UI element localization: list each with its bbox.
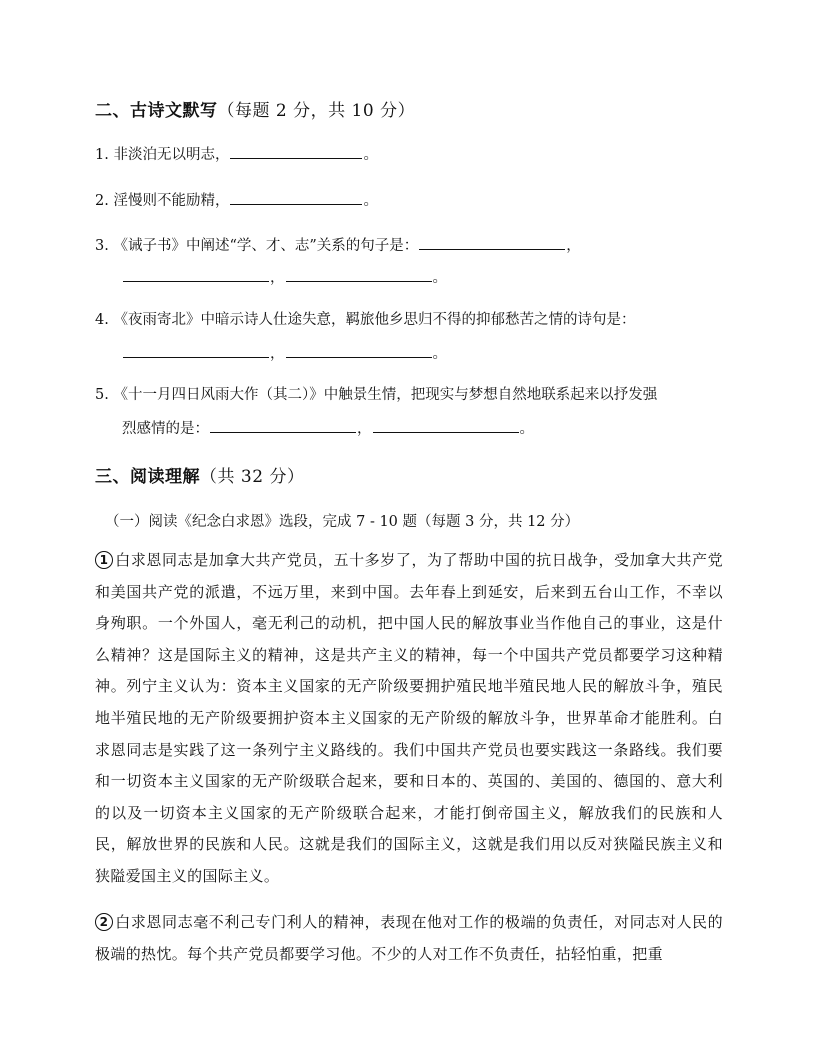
passage-paragraph-1 bbox=[95, 545, 723, 893]
section-score: （每题 2 分，共 10 分） bbox=[217, 101, 416, 121]
answer-blank[interactable] bbox=[210, 418, 356, 433]
question-2: 2. 淫慢则不能励精， 。 bbox=[95, 190, 378, 211]
question-3-continued: ， 。 bbox=[122, 267, 447, 288]
question-text: 5. 《十一月四日风雨大作（其二）》中触景生情，把现实与梦想自然地联系起来以抒发强 bbox=[95, 387, 658, 403]
passage-paragraph-2 bbox=[95, 907, 723, 970]
section-score: （共 32 分） bbox=[200, 467, 305, 487]
question-5-continued: 烈感情的是： ， 。 bbox=[122, 418, 534, 439]
answer-blank[interactable] bbox=[123, 267, 269, 282]
question-3: 3. 《诫子书》中阐述“学、才、志”关系的句子是： ， bbox=[95, 235, 581, 256]
question-1: 1. 非淡泊无以明志， 。 bbox=[95, 144, 378, 165]
answer-blank[interactable] bbox=[230, 190, 362, 205]
paragraph-text: 白求恩同志是加拿大共产党员，五十多岁了，为了帮助中国的抗日战争，受加拿大共产党和美国共产党的派遣，不远万里，来到中国。去年春上到延安，后来到五台山工作，不幸以身殉职。一个外国人，毫无利己的动机，把中国人民的解放事业当作他自己的事业，这是什么精神？这是国际主义的精神，这是共产主义的精神，每一个中国共产党员都要学习这种精神。列宁主义认为：资本主义国家的无产阶级要拥护殖民地半殖民地人民的解放斗争，殖民地半殖民地的无产阶级要拥护资本主义国家的无产阶级的解放斗争，世界革命才能胜利。白求恩同志是实践了这一条列宁主义路线的。我们中国共产党员也要实践这一条路线。我们要和一切资本主义国家的无产阶级联合起来，要和日本的、英国的、美国的、德国的、意大利的以及一切资本主义国家的无产阶级联合起来，才能打倒帝国主义，解放我们的民族和人民，解放世界的民族和人民。这就是我们的国际主义，这就是我们用以反对狭隘民族主义和狭隘爱国主义的国际主义。 bbox=[95, 551, 723, 885]
answer-blank[interactable] bbox=[286, 267, 432, 282]
paragraph-number-badge: 1 bbox=[95, 551, 113, 569]
question-text: 4. 《夜雨寄北》中暗示诗人仕途失意，羁旅他乡思归不得的抑郁愁苦之情的诗句是： bbox=[95, 312, 636, 328]
question-text: 2. 淫慢则不能励精， bbox=[95, 193, 230, 209]
question-4-continued: ， 。 bbox=[122, 343, 447, 364]
paragraph-number-badge: 2 bbox=[95, 913, 113, 931]
reading-part-1-instructions: （一）阅读《纪念白求恩》选段，完成 7 - 10 题（每题 3 分，共 12 分） bbox=[105, 514, 580, 530]
section-title: 二、古诗文默写 bbox=[95, 101, 218, 121]
section-heading-poetry bbox=[95, 96, 415, 121]
question-text: 1. 非淡泊无以明志， bbox=[95, 147, 230, 163]
answer-blank[interactable] bbox=[230, 144, 362, 159]
question-5 bbox=[95, 385, 657, 405]
question-text: 3. 《诫子书》中阐述“学、才、志”关系的句子是： bbox=[95, 238, 419, 254]
section-heading-reading bbox=[95, 462, 304, 487]
answer-blank[interactable] bbox=[373, 418, 519, 433]
answer-blank[interactable] bbox=[419, 235, 565, 250]
answer-blank[interactable] bbox=[123, 343, 269, 358]
paragraph-text: 白求恩同志毫不利己专门利人的精神，表现在他对工作的极端的负责任，对同志对人民的极端的热忱。每个共产党员都要学习他。不少的人对工作不负责任，拈轻怕重，把重 bbox=[95, 913, 723, 963]
answer-blank[interactable] bbox=[286, 343, 432, 358]
section-title: 三、阅读理解 bbox=[95, 467, 200, 487]
question-4 bbox=[95, 310, 635, 330]
